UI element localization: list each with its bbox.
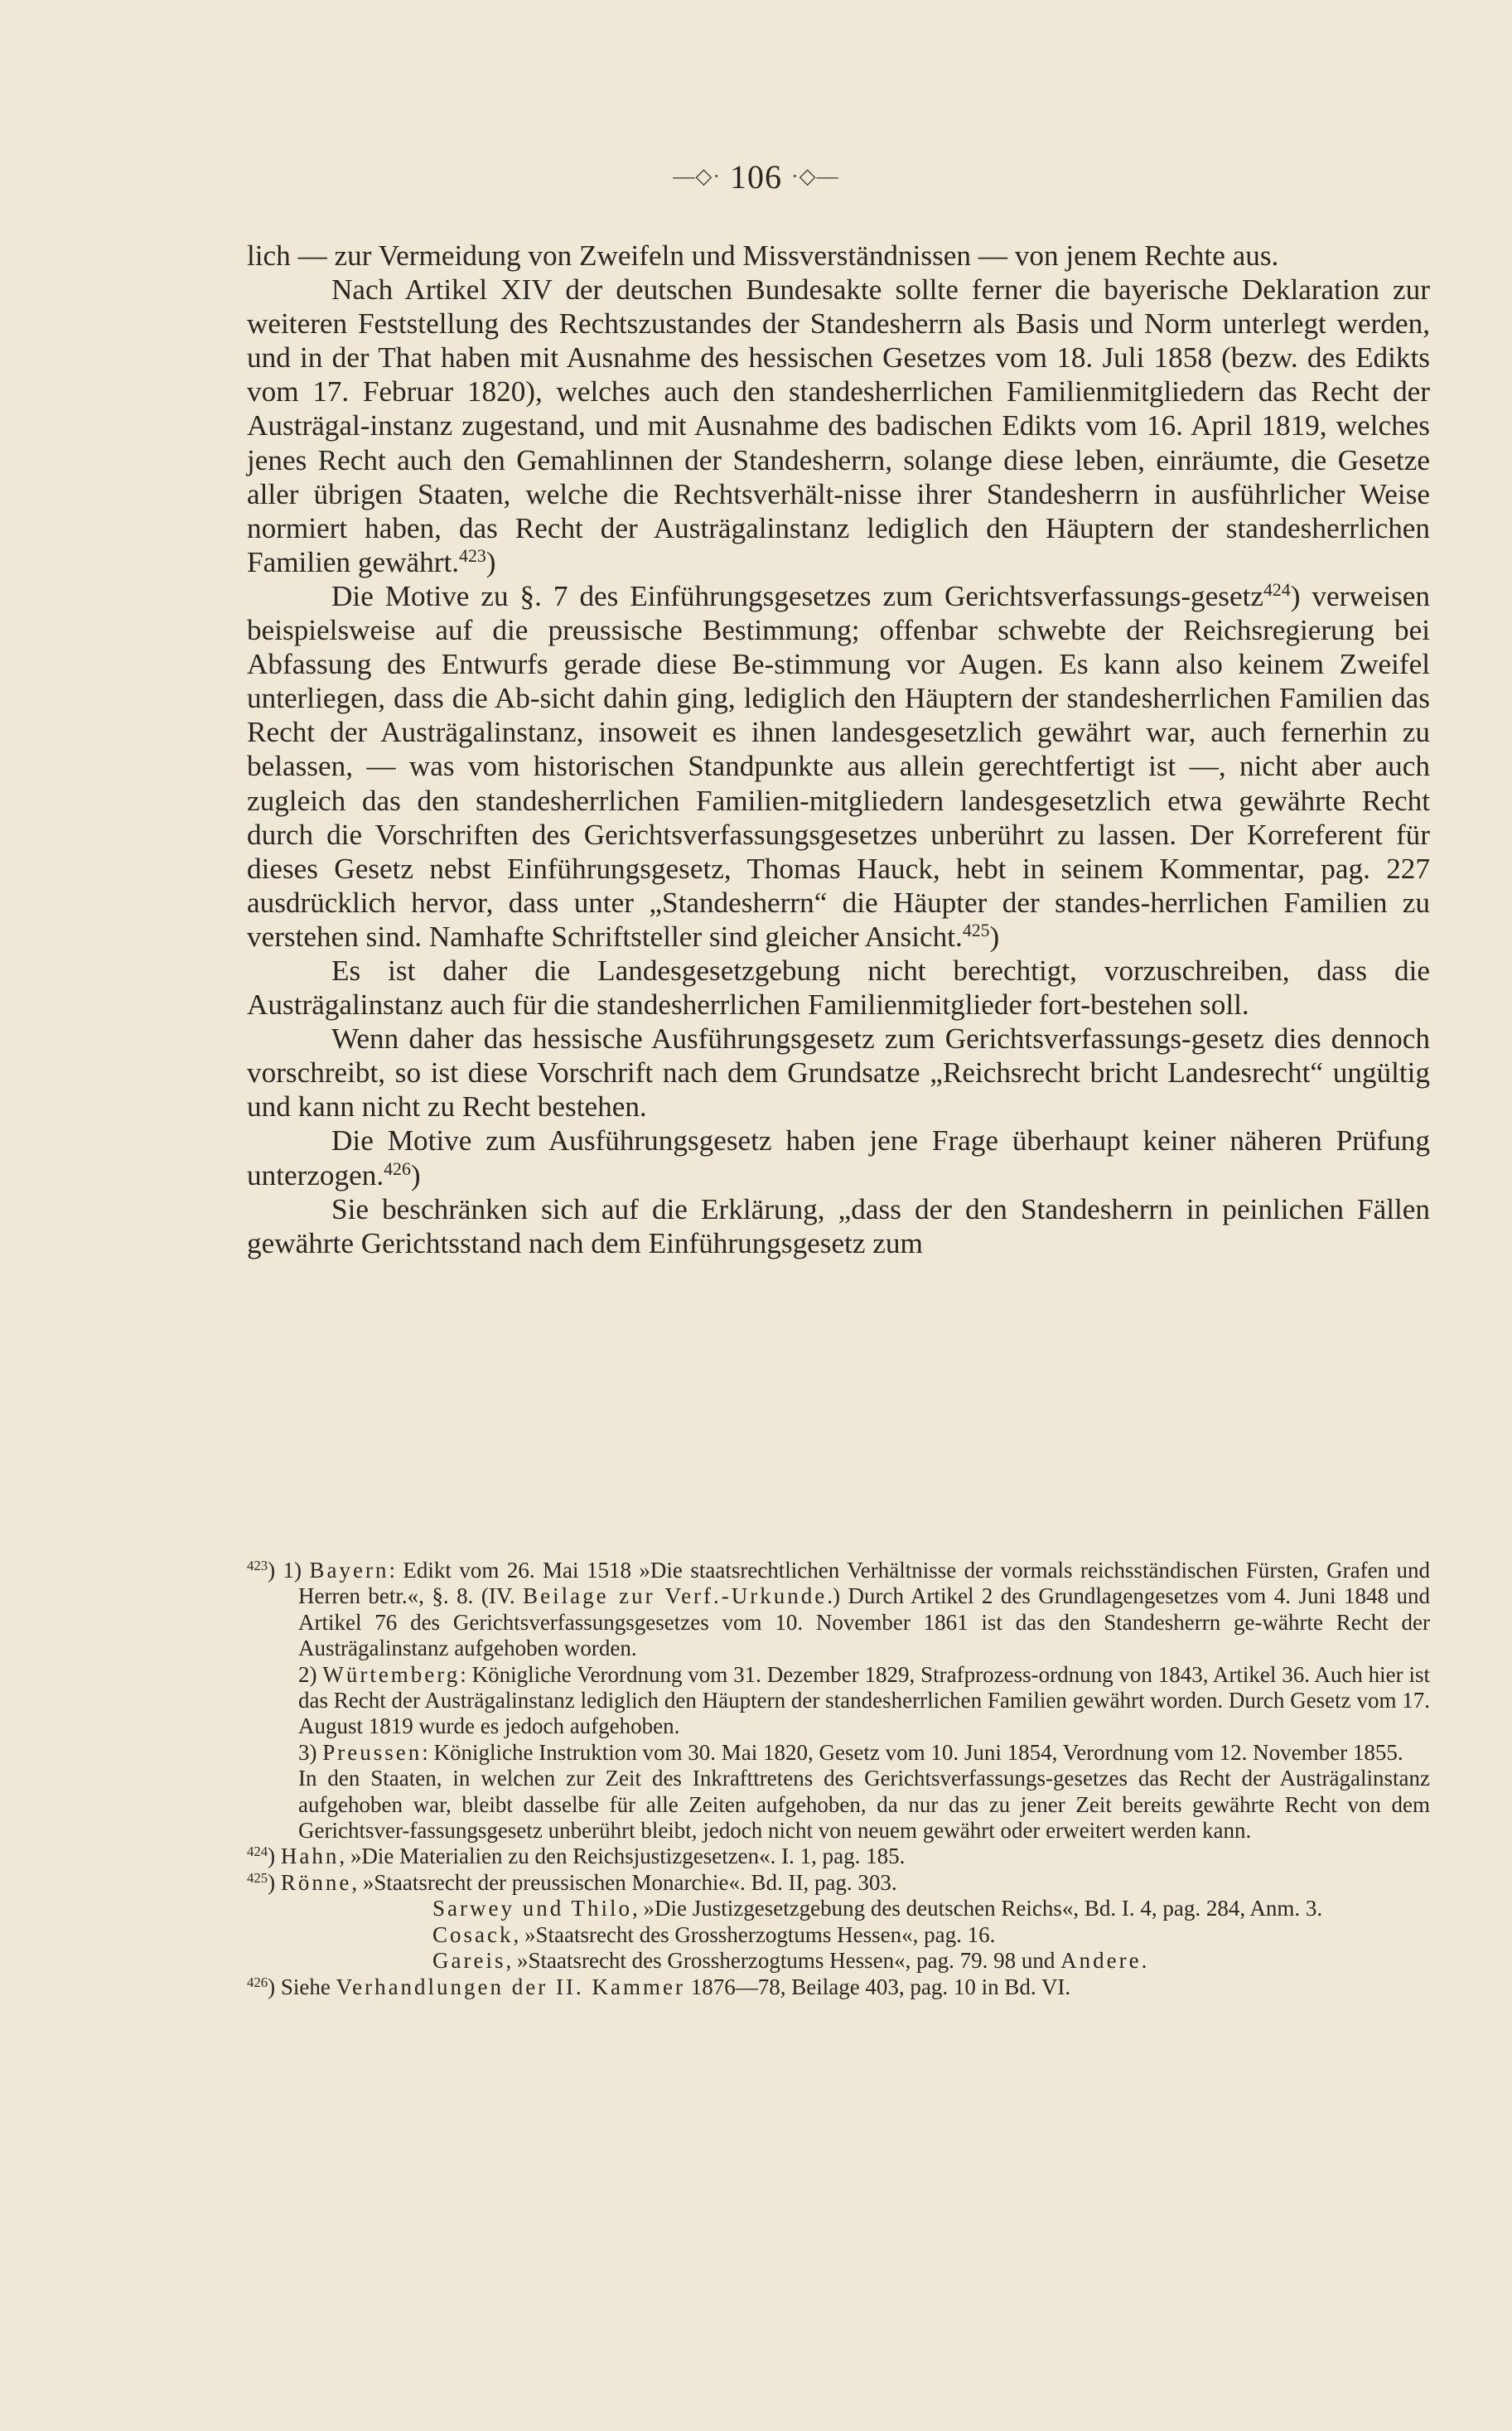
footnote-ref: 423 xyxy=(459,545,486,566)
footnote-423-item-2: 2) Würtemberg: Königliche Verordnung vom 31. Dezember 1829, Strafprozess-ordnung von 1843, Artikel 36. Auch hier ist das Recht der Austrägalinstanz lediglich den Häuptern der standesherrlichen Familien gewährt worden. Durch Gesetz vom 17. August 1819 wurde es jedoch aufgehoben. xyxy=(298,1661,1430,1739)
paragraph: Sie beschränken sich auf die Erklärung, „dass der den Standesherrn in peinlichen Fällen gewährte Gerichtsstand nach dem Einführungsgesetz zum xyxy=(247,1192,1430,1259)
footnote-425: $^{425}$) Rönne, »Staatsrecht der preussischen Monarchie«. Bd. II, pag. 303. xyxy=(247,1869,897,1895)
footnote-423: $^{423}$) 1) Bayern: Edikt vom 26. Mai 1518 »Die staatsrechtlichen Verhältnisse der vormals reichsständischen Fürsten, Grafen und Herren betr.«, §. 8. (IV. Beilage zur Verf.-Urkunde.) Durch Artikel 2 des Grundlagengesetzes vom 4. Juni 1848 und Artikel 76 des Gerichtsverfassungsgesetzes vom 10. November 1861 ist das den Standesherrn ge-währte Recht der Austrägalinstanz aufgehoben worden. xyxy=(247,1557,1431,1661)
footnotes xyxy=(247,1558,1430,2000)
paragraph: Die Motive zu §. 7 des Einführungsgesetzes zum Gerichtsverfassungs-gesetz$^{424}$) verweisen beispielsweise auf die preussische Bestimmung; offenbar schwebte der Reichsregierung bei Abfassung des Entwurfs gerade diese Be-stimmung vor Augen. Es kann also keinem Zweifel unterliegen, dass die Ab-sicht dahin ging, lediglich den Häuptern der standesherrlichen Familien das Recht der Austrägalinstanz, insoweit es ihnen landesgesetzlich gewährt war, auch fernerhin zu belassen, — was vom historischen Standpunkte aus allein gerechtfertigt ist —, nicht aber auch zugleich das den standesherrlichen Familien-mitgliedern landesgesetzlich etwa gewährte Recht durch die Vorschriften des Gerichtsverfassungsgesetzes unberührt zu lassen. Der Korreferent für dieses Gesetz nebst Einführungsgesetz, Thomas Hauck, hebt in seinem Kommentar, pag. 227 ausdrücklich hervor, dass unter „Standesherrn“ die Häupter der standes-herrlichen Familien zu verstehen sind. Namhafte Schriftsteller sind gleicher Ansicht.$^{425}$) xyxy=(247,579,1431,953)
paragraph: Es ist daher die Landesgesetzgebung nicht berechtigt, vorzuschreiben, dass die Austrägalinstanz auch für die standesherrlichen Familienmitglieder fort-bestehen soll. xyxy=(247,954,1430,1022)
footnote-ref: 425 xyxy=(962,920,990,940)
paragraph: Die Motive zum Ausführungsgesetz haben jene Frage überhaupt keiner näheren Prüfung unterzogen.$^{426}$) xyxy=(247,1124,1430,1191)
footnote-425-ref-3: Cosack, »Staatsrecht des Grossherzogtums Hessen«, pag. 16. xyxy=(432,1921,996,1947)
ornament-right: ·◇— xyxy=(791,164,839,188)
footnote-425-ref-4: Gareis, »Staatsrecht des Grossherzogtums Hessen«, pag. 79. 98 und Andere. xyxy=(432,1948,1147,1974)
paragraph: Wenn daher das hessische Ausführungsgesetz zum Gerichtsverfassungs-gesetz dies dennoch vorschreibt, so ist diese Vorschrift nach dem Grundsatze „Reichsrecht bricht Landesrecht“ ungültig und kann nicht zu Recht bestehen. xyxy=(247,1022,1430,1124)
main-text xyxy=(247,239,1430,1260)
page-header xyxy=(0,157,1512,196)
paragraph: Nach Artikel XIV der deutschen Bundesakte sollte ferner die bayerische Deklaration zur weiteren Feststellung des Rechtszustandes der Standesherrn als Basis und Norm unterlegt werden, und in der That haben mit Ausnahme des hessischen Gesetzes vom 18. Juli 1858 (bezw. des Edikts vom 17. Februar 1820), welches auch den standesherrlichen Familienmitgliedern das Recht der Austrägal-instanz zugestand, und mit Ausnahme des badischen Edikts vom 16. April 1819, welches jenes Recht auch den Gemahlinnen der Standesherrn, solange diese leben, einräumte, die Gesetze aller übrigen Staaten, welche die Rechtsverhält-nisse ihrer Standesherrn in ausführlicher Weise normiert haben, das Recht der Austrägalinstanz lediglich den Häuptern der standesherrlichen Familien gewährt.$^{423}$) xyxy=(247,273,1430,578)
footnote-423-note: In den Staaten, in welchen zur Zeit des Inkrafttretens des Gerichtsverfassungs-gesetzes das Recht der Austrägalinstanz aufgehoben war, bleibt dasselbe für alle Zeiten aufgehoben, da nur das zu jener Zeit bereits gewährte Recht von dem Gerichtsver-fassungsgesetz unberührt bleibt, jedoch nicht von neuem gewährt oder erweitert werden kann. xyxy=(298,1766,1430,1844)
footnote-423-item-3: 3) Preussen: Königliche Instruktion vom 30. Mai 1820, Gesetz vom 10. Juni 1854, Verordnung vom 12. November 1855. xyxy=(298,1739,1403,1765)
footnote-ref: 426 xyxy=(384,1158,411,1179)
ornament-left: —◇· xyxy=(673,164,721,188)
paragraph: lich — zur Vermeidung von Zweifeln und Missverständnissen — von jenem Rechte aus. xyxy=(247,239,1279,272)
page-number: 106 xyxy=(730,158,782,196)
footnote-424: $^{424}$) Hahn, »Die Materialien zu den Reichsjustizgesetzen«. I. 1, pag. 185. xyxy=(247,1844,906,1869)
footnote-ref: 424 xyxy=(1263,579,1291,600)
footnote-425-ref-2: Sarwey und Thilo, »Die Justizgesetzgebung des deutschen Reichs«, Bd. I. 4, pag. 284, Anm. 3. xyxy=(432,1896,1323,1921)
footnote-426: $^{426}$) Siehe Verhandlungen der II. Kammer 1876—78, Beilage 403, pag. 10 in Bd. VI. xyxy=(247,1974,1071,1999)
